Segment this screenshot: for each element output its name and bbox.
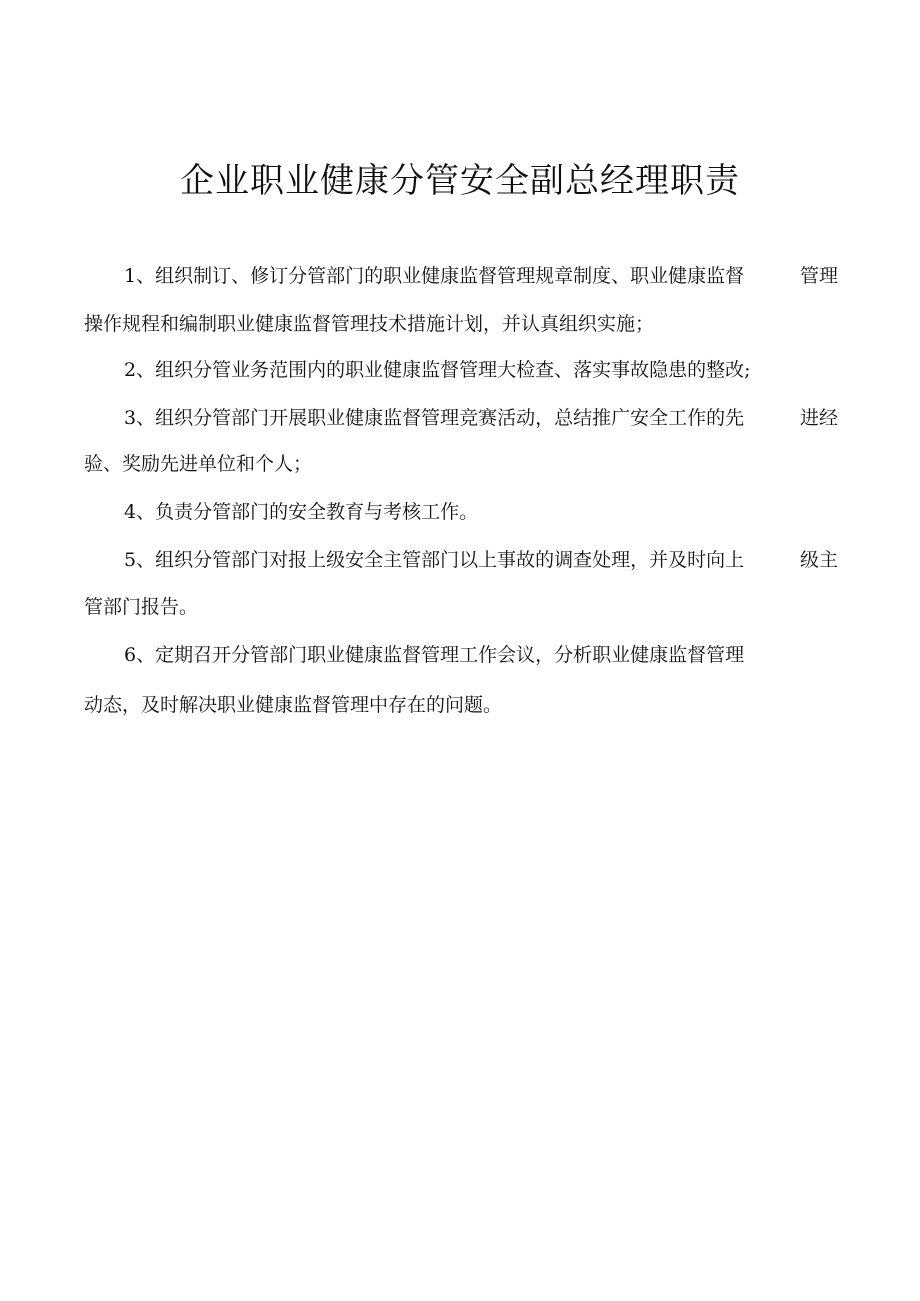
paragraph-3-line-2: 验、奖励先进单位和个人； xyxy=(84,453,313,475)
paragraph-1-line-2: 操作规程和编制职业健康监督管理技术措施计划，并认真组织实施； xyxy=(84,313,655,335)
paragraph-1-line-1: 1、组织制订、修订分管部门的职业健康监督管理规章制度、职业健康监督 xyxy=(124,265,745,287)
paragraph-3-line-1-tail: 进经 xyxy=(799,407,838,429)
paragraph-5-line-1-tail: 级主 xyxy=(799,549,838,571)
paragraph-1-line-1-tail: 管理 xyxy=(799,265,838,287)
paragraph-2-line-1: 2、组织分管业务范围内的职业健康监督管理大检查、落实事故隐患的整改; xyxy=(124,359,751,381)
paragraph-5-line-1: 5、组织分管部门对报上级安全主管部门以上事故的调查处理，并及时向上 xyxy=(124,549,745,571)
paragraph-6-line-2: 动态，及时解决职业健康监督管理中存在的问题。 xyxy=(84,694,503,716)
paragraph-4-line-1: 4、负责分管部门的安全教育与考核工作。 xyxy=(124,501,479,523)
document-title: 企业职业健康分管安全副总经理职责 xyxy=(180,161,740,201)
paragraph-3-line-1: 3、组织分管部门开展职业健康监督管理竞赛活动，总结推广安全工作的先 xyxy=(124,407,745,429)
paragraph-6-line-1: 6、定期召开分管部门职业健康监督管理工作会议，分析职业健康监督管理 xyxy=(124,644,745,666)
paragraph-5-line-2: 管部门报告。 xyxy=(84,596,199,618)
